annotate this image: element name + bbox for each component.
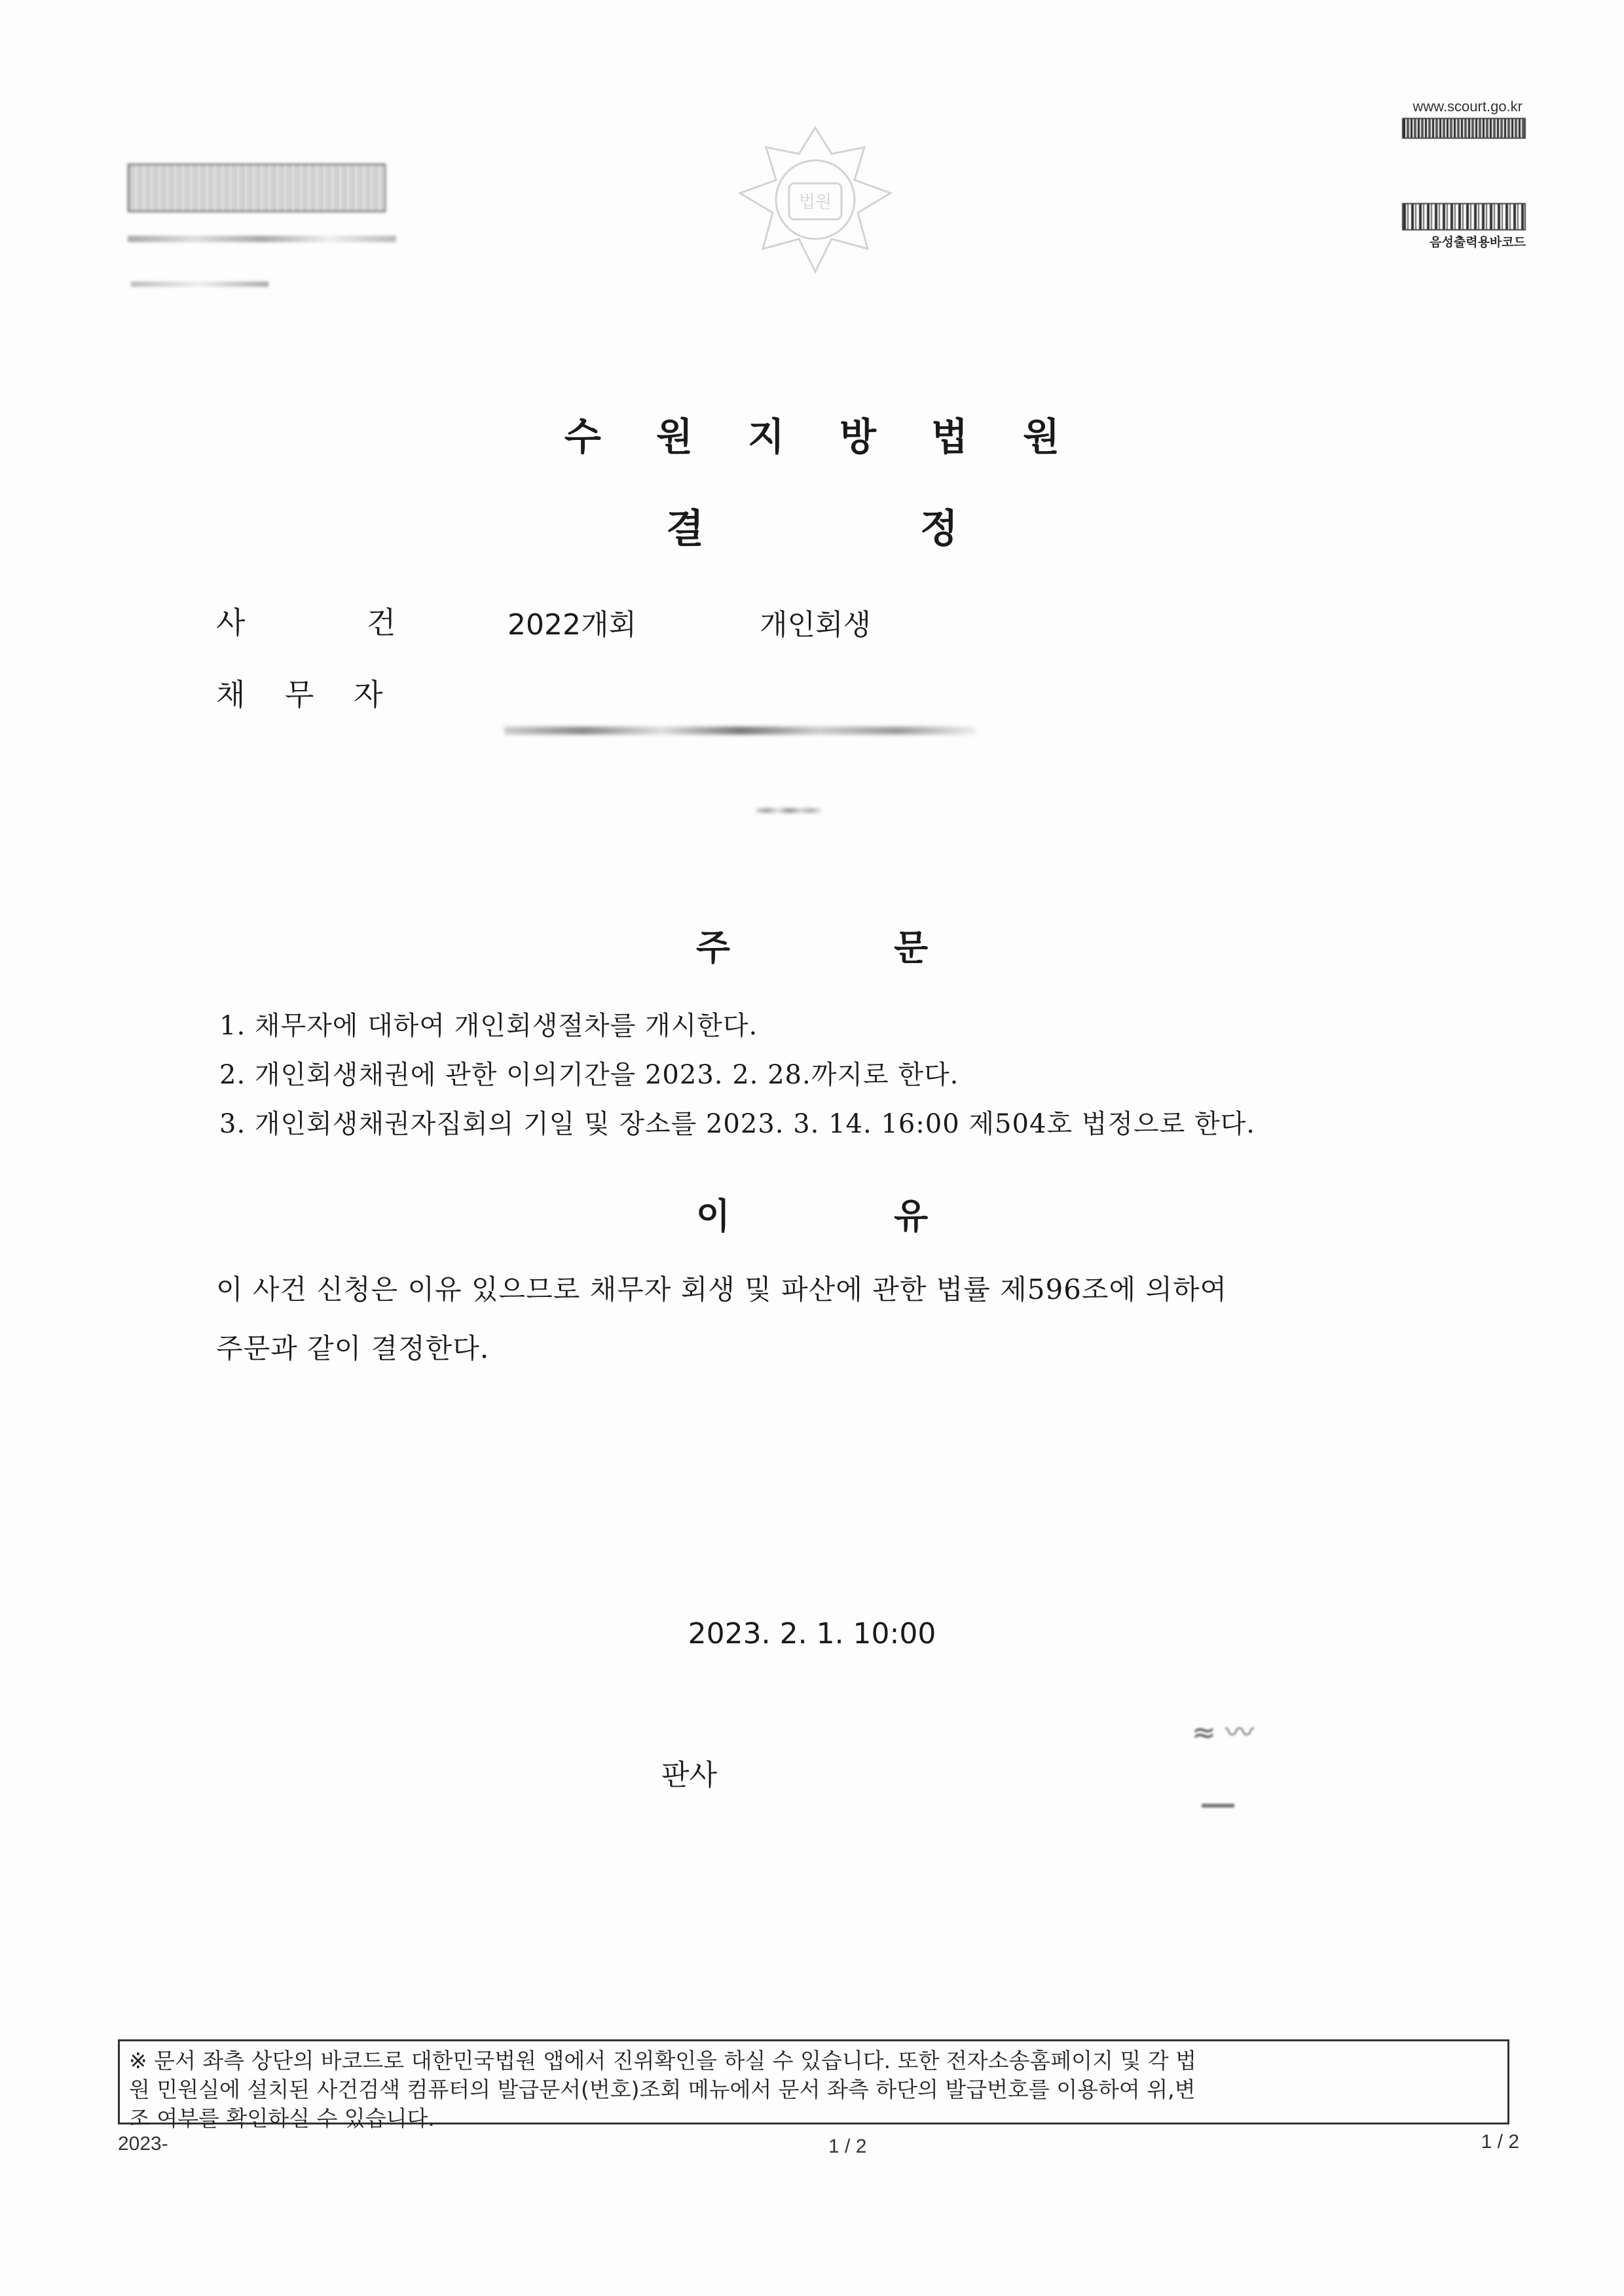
document-title: 결 정 xyxy=(666,506,958,552)
seal-text: 법원 xyxy=(798,192,832,212)
order-item-1: 1. 채무자에 대하여 개인회생절차를 개시한다. xyxy=(219,1011,758,1041)
issuance-barcode xyxy=(128,164,386,212)
notice-line-2: 원 민원실에 설치된 사건검색 컴퓨터의 발급문서(번호)조회 메뉴에서 문서 좌측 하단의 발급번호를 이용하여 위,변 xyxy=(129,2077,1196,2102)
reason-line-2: 주문과 같이 결정한다. xyxy=(216,1332,490,1364)
redacted-header-text xyxy=(128,236,396,242)
page-number-center: 1 / 2 xyxy=(828,2136,867,2157)
court-url: www.scourt.go.kr xyxy=(1412,98,1522,115)
judge-signature: ≈ 〰 xyxy=(1192,1716,1254,1749)
page-number-right: 1 / 2 xyxy=(1481,2131,1519,2153)
issue-number: 2023- xyxy=(118,2133,168,2155)
case-type: 개인회생 xyxy=(760,608,872,642)
judge-label: 판사 xyxy=(661,1758,718,1792)
court-seal-icon xyxy=(727,121,904,278)
order-item-2: 2. 개인회생채권에 관한 이의기간을 2023. 2. 28.까지로 한다. xyxy=(219,1060,959,1090)
redacted-debtor-detail xyxy=(756,809,822,812)
decision-date: 2023. 2. 1. 10:00 xyxy=(688,1617,936,1650)
order-heading: 주 문 xyxy=(695,926,929,968)
redacted-header-text-2 xyxy=(131,282,268,287)
case-label: 사 건 xyxy=(216,605,396,640)
voice-barcode-label: 음성출력용바코드 xyxy=(1430,235,1526,249)
reason-heading: 이 유 xyxy=(695,1195,929,1237)
notice-line-3: 조 여부를 확인하실 수 있습니다. xyxy=(129,2105,435,2131)
order-item-3: 3. 개인회생채권자집회의 기일 및 장소를 2023. 3. 14. 16:00 제504호 법정으로 한다. xyxy=(219,1109,1256,1139)
notice-line-1: ※ 문서 좌측 상단의 바코드로 대한민국법원 앱에서 진위확인을 하실 수 있습니다. 또한 전자소송홈페이지 및 각 법 xyxy=(129,2048,1196,2073)
redacted-debtor-address xyxy=(504,727,976,735)
judge-signature-mark xyxy=(1202,1804,1234,1808)
reason-line-1: 이 사건 신청은 이유 있으므로 채무자 회생 및 파산에 관한 법률 제596조에 의하여 xyxy=(216,1273,1228,1305)
reason-text xyxy=(216,1260,1460,1378)
url-barcode xyxy=(1402,118,1526,139)
notice-box xyxy=(118,2039,1509,2131)
court-title: 수 원 지 방 법 원 xyxy=(564,414,1060,459)
debtor-label: 채 무 자 xyxy=(216,677,383,712)
voice-output-barcode xyxy=(1402,203,1526,230)
case-number: 2022개회 xyxy=(507,608,637,642)
